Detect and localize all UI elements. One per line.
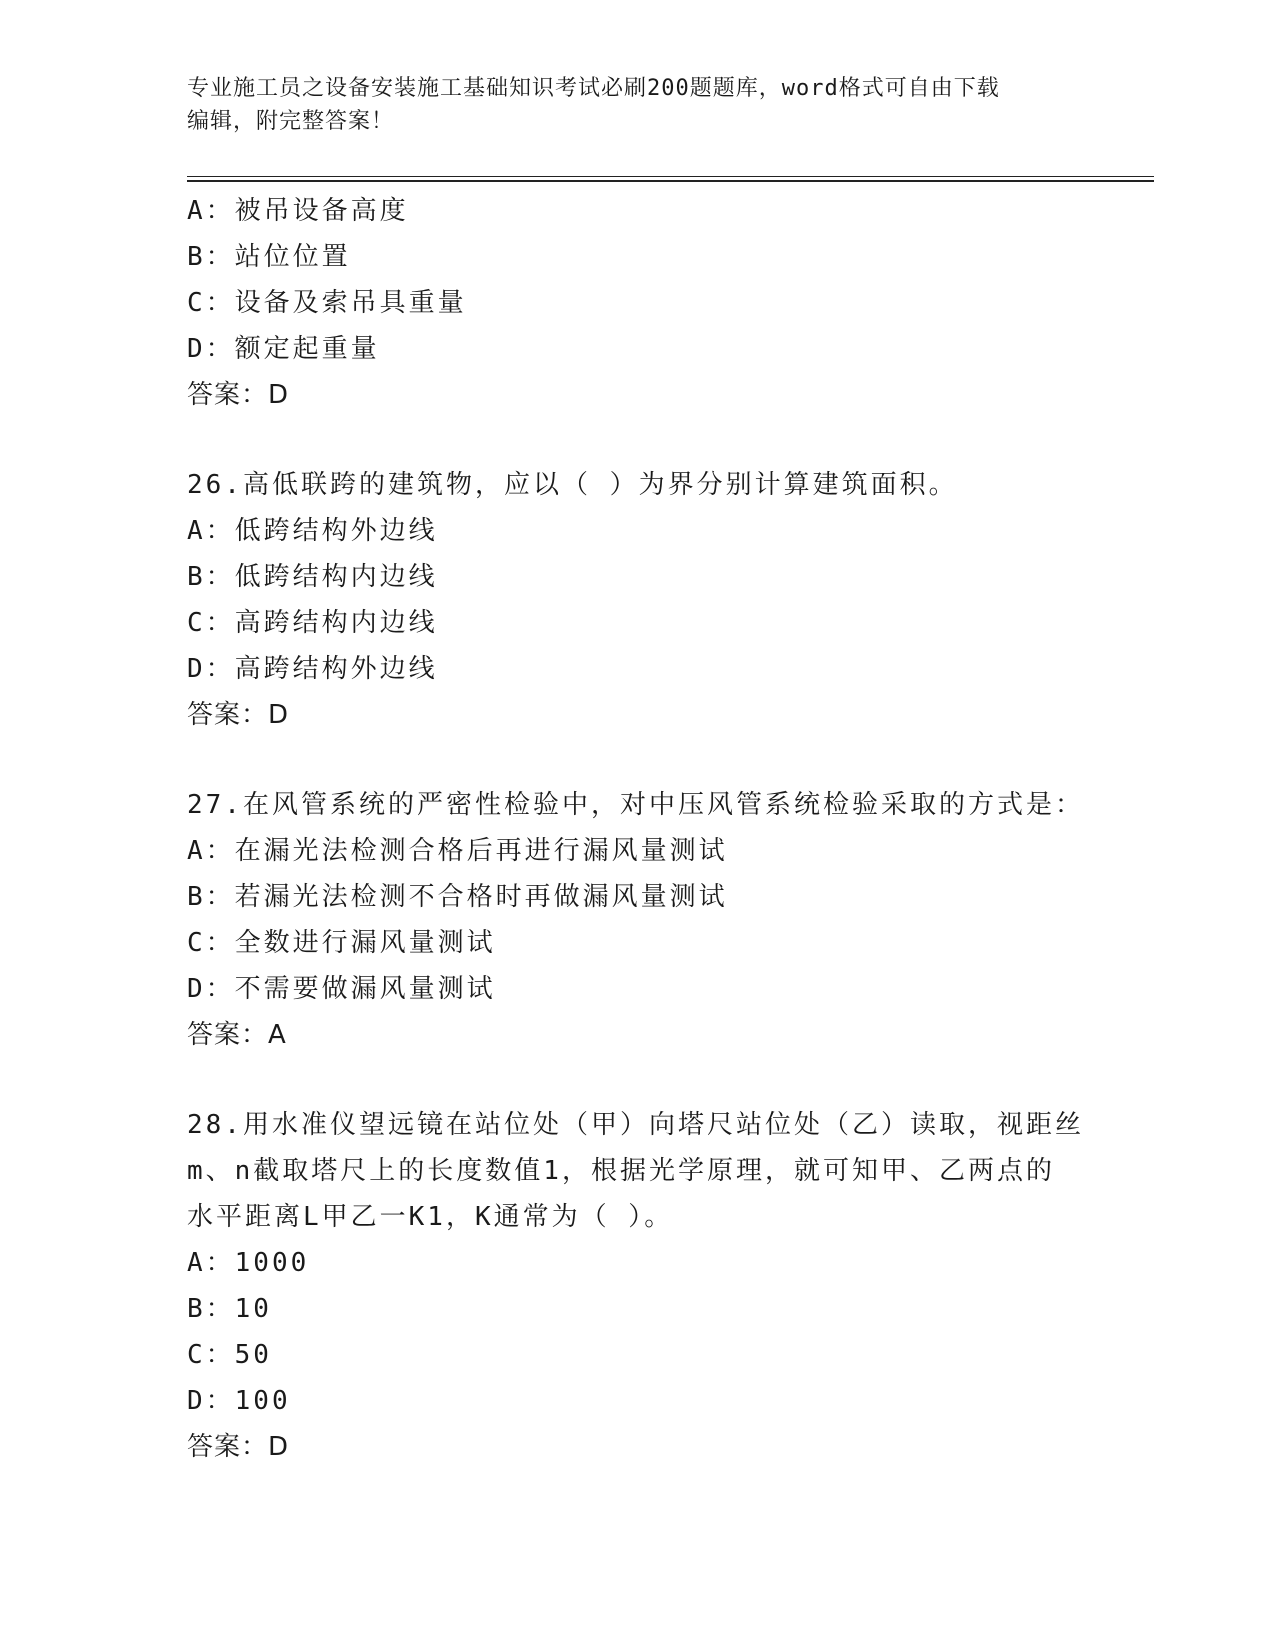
option-a: A：低跨结构外边线	[187, 516, 438, 546]
header-divider-thin	[187, 176, 1154, 177]
question-stem: 26.高低联跨的建筑物，应以（ ）为界分别计算建筑面积。	[187, 470, 958, 500]
question-26	[187, 462, 1087, 738]
header-line-2: 编辑，附完整答案！	[187, 109, 395, 134]
option-b: B：10	[187, 1294, 272, 1324]
header-line-1: 专业施工员之设备安装施工基础知识考试必刷200题题库，word格式可自由下载	[187, 76, 1000, 101]
option-c: C：高跨结构内边线	[187, 608, 438, 638]
header-divider-thick	[187, 180, 1154, 182]
question-list	[187, 188, 1087, 1470]
option-c: C：全数进行漏风量测试	[187, 928, 496, 958]
option-d: D：不需要做漏风量测试	[187, 974, 496, 1004]
answer: 答案：D	[187, 380, 290, 410]
option-d: D：高跨结构外边线	[187, 654, 438, 684]
option-b: B：低跨结构内边线	[187, 562, 438, 592]
option-d: D：100	[187, 1386, 291, 1416]
option-c: C：设备及索吊具重量	[187, 288, 467, 318]
option-b: B：若漏光法检测不合格时再做漏风量测试	[187, 882, 728, 912]
option-a: A：被吊设备高度	[187, 196, 409, 226]
question-stem-line-2: m、n截取塔尺上的长度数值1，根据光学原理，就可知甲、乙两点的	[187, 1156, 1055, 1186]
option-c: C：50	[187, 1340, 272, 1370]
answer: 答案：D	[187, 1432, 290, 1462]
question-stem-line-1: 28.用水准仪望远镜在站位处（甲）向塔尺站位处（乙）读取，视距丝	[187, 1110, 1084, 1140]
question-28	[187, 1102, 1087, 1470]
question-25	[187, 188, 1087, 418]
question-stem: 27.在风管系统的严密性检验中，对中压风管系统检验采取的方式是：	[187, 790, 1084, 820]
answer: 答案：A	[187, 1020, 287, 1050]
document-header	[187, 72, 1087, 138]
option-d: D：额定起重量	[187, 334, 380, 364]
question-27	[187, 782, 1087, 1058]
option-a: A：在漏光法检测合格后再进行漏风量测试	[187, 836, 728, 866]
question-stem-line-3: 水平距离L甲乙一K1，K通常为（ ）。	[187, 1202, 674, 1232]
answer: 答案：D	[187, 700, 290, 730]
option-a: A：1000	[187, 1248, 310, 1278]
option-b: B：站位位置	[187, 242, 351, 272]
